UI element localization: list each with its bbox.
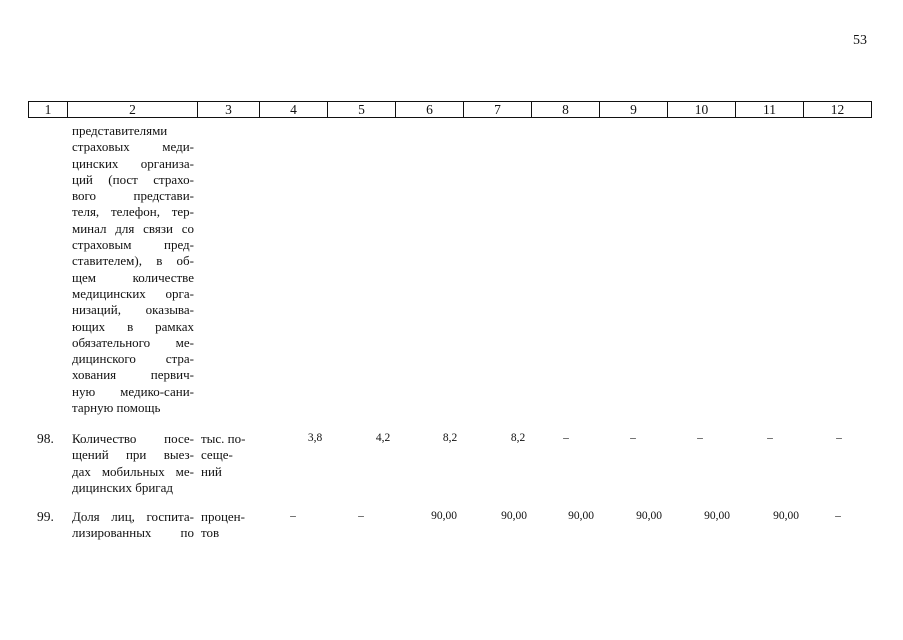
table-cell: 90,00 bbox=[431, 510, 457, 522]
text-line: вого представи- bbox=[72, 188, 194, 204]
row-number: 98. bbox=[37, 431, 54, 446]
text-line: ний bbox=[201, 463, 222, 479]
text-line: дах мобильных ме- bbox=[72, 463, 194, 479]
row-number: 99. bbox=[37, 509, 54, 524]
text-line: страховых меди- bbox=[72, 139, 194, 155]
table-cell: 90,00 bbox=[773, 510, 799, 522]
text-line: тыс. по- bbox=[201, 431, 246, 446]
continued-row-description bbox=[72, 123, 194, 416]
table-cell: – bbox=[358, 510, 364, 522]
row-description bbox=[72, 509, 194, 542]
text-line: дицинского стра- bbox=[72, 351, 194, 367]
text-line: представителями bbox=[72, 123, 168, 138]
column-header: 12 bbox=[803, 102, 871, 117]
table-cell: 90,00 bbox=[568, 510, 594, 522]
table-cell: – bbox=[290, 510, 296, 522]
text-line: цинских организа- bbox=[72, 155, 194, 171]
column-header: 1 bbox=[44, 102, 52, 117]
column-header: 7 bbox=[463, 102, 531, 117]
text-line: щем количестве bbox=[72, 269, 194, 285]
text-line: лизированных по bbox=[72, 525, 194, 541]
text-line: страховым пред- bbox=[72, 237, 194, 253]
text-line: Количество посе- bbox=[72, 431, 194, 446]
table-cell: 3,8 bbox=[307, 432, 323, 444]
text-line: медицинских орга- bbox=[72, 285, 194, 301]
text-line: Доля лиц, госпита- bbox=[72, 509, 194, 524]
text-line: минал для связи со bbox=[72, 220, 194, 236]
column-header: 10 bbox=[667, 102, 735, 117]
text-line: тарную помощь bbox=[72, 400, 161, 416]
table-cell: – bbox=[836, 432, 842, 444]
row-description bbox=[72, 431, 194, 496]
table-cell: – bbox=[697, 432, 703, 444]
column-header: 9 bbox=[599, 102, 667, 117]
text-line: щений при выез- bbox=[72, 447, 194, 463]
table-cell: 90,00 bbox=[636, 510, 662, 522]
table-cell: 8,2 bbox=[442, 432, 458, 444]
table-cell: 90,00 bbox=[704, 510, 730, 522]
table-header-row bbox=[28, 101, 872, 118]
text-line: дицинских бригад bbox=[72, 479, 174, 495]
text-line: ставителем), в об- bbox=[72, 253, 194, 269]
column-header: 4 bbox=[259, 102, 327, 117]
text-line: процен- bbox=[201, 509, 245, 524]
text-line: сеще- bbox=[201, 447, 233, 463]
column-header: 2 bbox=[67, 102, 197, 117]
table-cell: – bbox=[767, 432, 773, 444]
column-header: 5 bbox=[327, 102, 395, 117]
table-cell: – bbox=[630, 432, 636, 444]
column-header: 3 bbox=[197, 102, 259, 117]
page-number: 53 bbox=[853, 33, 867, 48]
column-header: 11 bbox=[735, 102, 803, 117]
table-cell: 90,00 bbox=[501, 510, 527, 522]
table-cell: – bbox=[563, 432, 569, 444]
column-header: 6 bbox=[395, 102, 463, 117]
table-cell: 8,2 bbox=[510, 432, 526, 444]
text-line: тов bbox=[201, 525, 220, 541]
text-line: теля, телефон, тер- bbox=[72, 204, 194, 220]
text-line: низаций, оказыва- bbox=[72, 302, 194, 318]
table-cell: 4,2 bbox=[375, 432, 391, 444]
text-line: ющих в рамках bbox=[72, 318, 194, 334]
row-unit bbox=[201, 431, 259, 480]
table-cell: – bbox=[835, 510, 841, 522]
text-line: ций (пост страхо- bbox=[72, 171, 194, 187]
column-header: 8 bbox=[531, 102, 599, 117]
row-unit bbox=[201, 509, 259, 542]
text-line: ную медико-сани- bbox=[72, 383, 194, 399]
text-line: обязательного ме- bbox=[72, 334, 194, 350]
text-line: хования первич- bbox=[72, 367, 194, 383]
